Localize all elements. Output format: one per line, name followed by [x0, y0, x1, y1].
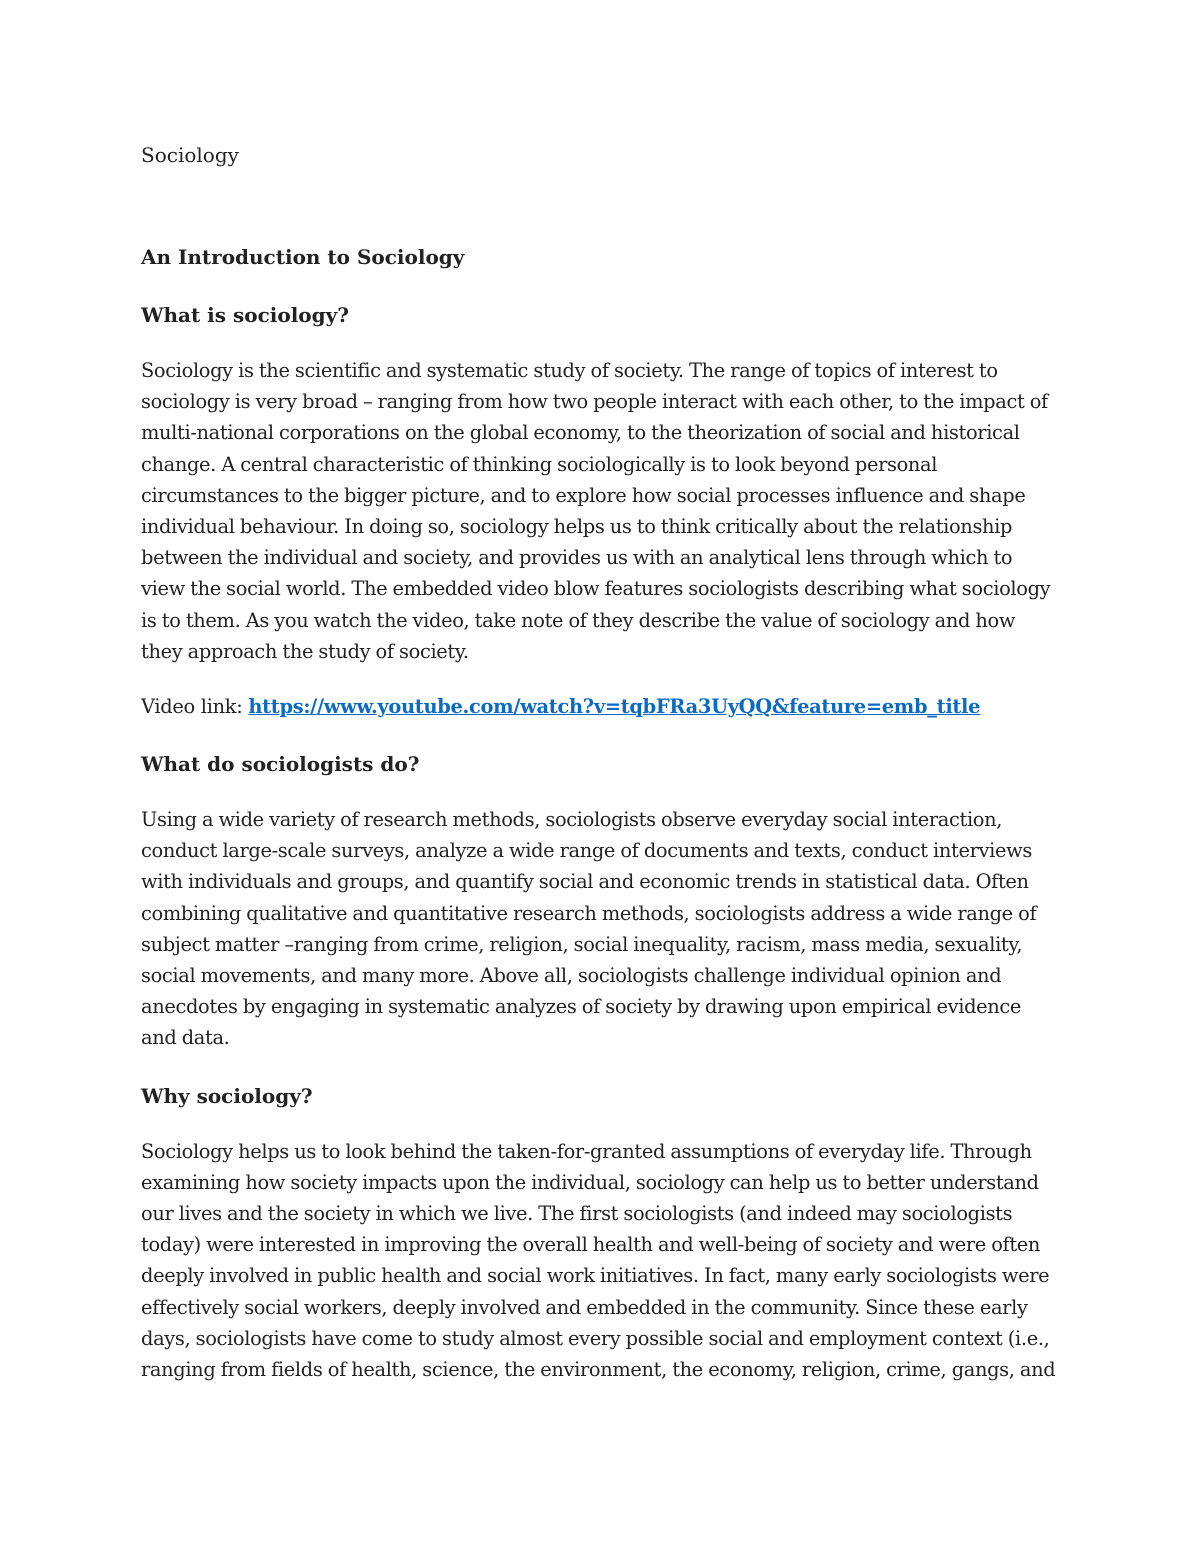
- section-heading-what-is-sociology: What is sociology?: [141, 303, 349, 327]
- document-title: Sociology: [141, 143, 239, 167]
- document-page: [141, 140, 1061, 1385]
- section-heading-what-do-sociologists-do: What do sociologists do?: [141, 752, 420, 777]
- video-link[interactable]: https://www.youtube.com/watch?v=tqbFRa3UyQQ&feature=emb_title: [248, 695, 981, 719]
- paragraph-what-is-sociology: Sociology is the scientific and systematic study of society. The range of topics of interest to sociology is very broad – ranging from how two people interact with each other, to the impact of multi-national corporations on the global economy, to the theorization of social and historical change. A central characteristic of thinking sociologically is to look beyond personal circumstances to the bigger picture, and to explore how social processes influence and shape individual behaviour. In doing so, sociology helps us to think critically about the relationship between the individual and society, and provides us with an analytical lens through which to view the social world. The embedded video blow features sociologists describing what sociology is to them. As you watch the video, take note of they describe the value of sociology and how they approach the study of society.: [141, 359, 1051, 663]
- video-link-label: Video link:: [141, 695, 249, 719]
- section-heading-why-sociology: Why sociology?: [141, 1083, 313, 1108]
- paragraph-what-do-sociologists-do: Using a wide variety of research methods, sociologists observe everyday social interaction, conduct large-scale surveys, analyze a wide range of documents and texts, conduct interviews with individuals and groups, and quantify social and economic trends in statistical data. Often combining qualitative and quantitative research methods, sociologists address a wide range of subject matter –ranging from crime, religion, social inequality, racism, mass media, sexuality, social movements, and many more. Above all, sociologists challenge individual opinion and anecdotes by engaging in systematic analyzes of society by drawing upon empirical evidence and data.: [141, 808, 1037, 1050]
- main-heading: An Introduction to Sociology: [141, 245, 465, 269]
- video-link-line: [141, 691, 1061, 722]
- paragraph-why-sociology: Sociology helps us to look behind the taken-for-granted assumptions of everyday life. Through examining how society impacts upon the individual, sociology can help us to better understand our lives and the society in which we live. The first sociologists (and indeed may sociologists today) were interested in improving the overall health and well-being of society and were often deeply involved in public health and social work initiatives. In fact, many early sociologists were effectively social workers, deeply involved and embedded in the community. Since these early days, sociologists have come to study almost every possible social and employment context (i.e., ranging from fields of health, science, the environment, the economy, religion, crime, gangs, and: [141, 1139, 1056, 1382]
